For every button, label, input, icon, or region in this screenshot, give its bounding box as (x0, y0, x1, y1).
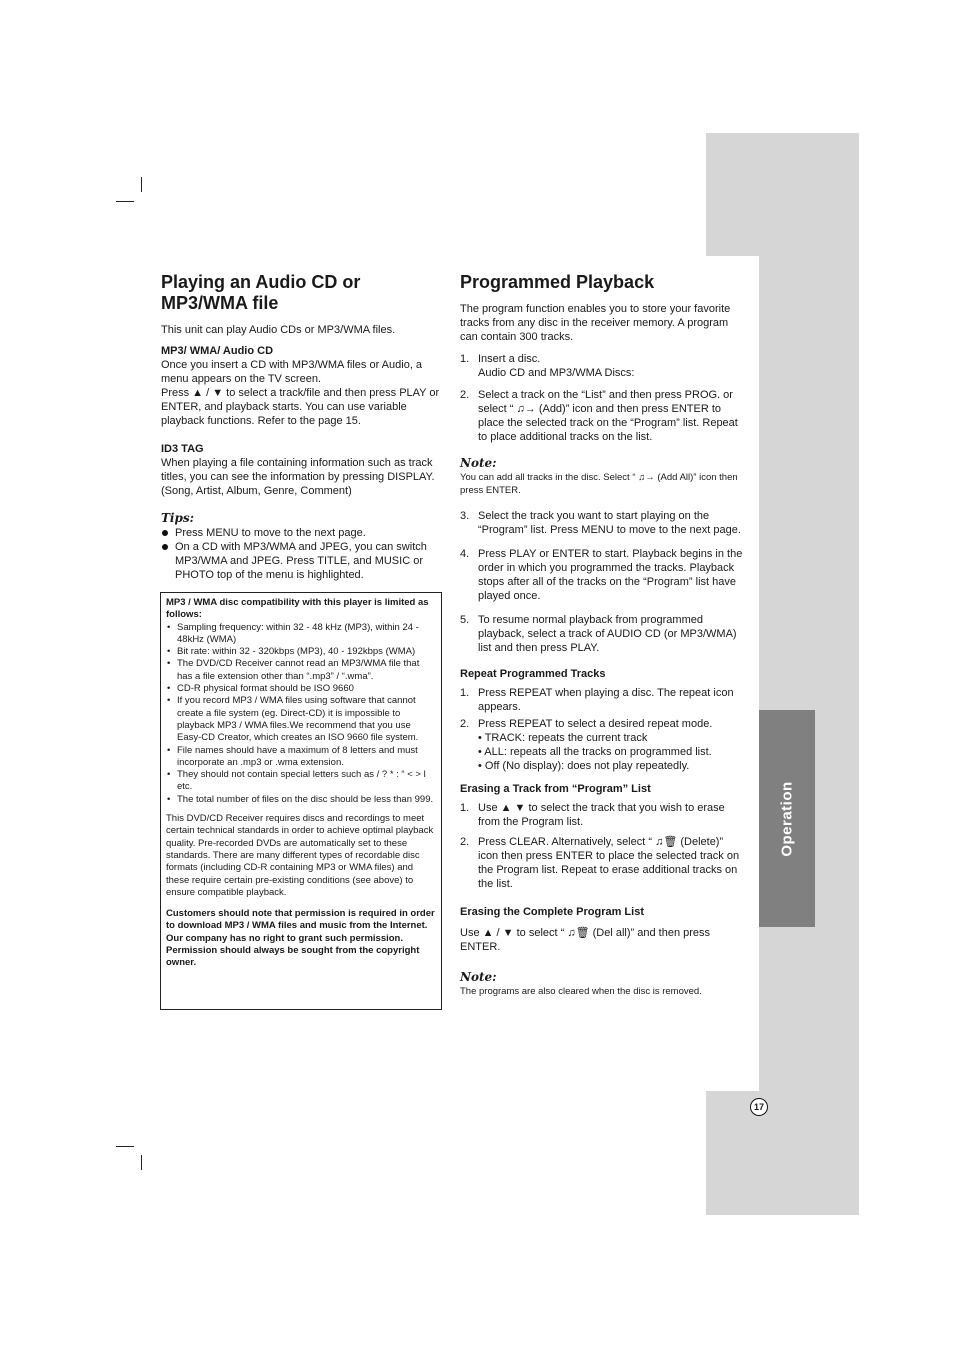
step-number: 1. (460, 687, 470, 699)
step-number: 5. (460, 614, 470, 626)
list-item (460, 686, 743, 714)
step-text: Press REPEAT when playing a disc. The repeat icon appears. (478, 687, 734, 713)
list-item: • The total number of files on the disc should be less than 999. (166, 794, 437, 806)
box-warning: Customers should note that permission is required in order to download MP3 / WMA files and music from the Internet. Our company has no right to grant such permission. Permission should always be sought from the copyright owner. (166, 908, 435, 969)
step-text: Press CLEAR. Alternatively, select “ ♫🗑 (Delete)” icon then press ENTER to place the selected track on the Program list. Repeat to erase additional tracks on the list. (478, 836, 740, 890)
list-item: • File names should have a maximum of 8 letters and must incorporate an .mp3 or .wma extension. (166, 745, 437, 770)
list-item: • CD-R physical format should be ISO 9660 (166, 683, 437, 695)
crop-mark (116, 201, 134, 202)
step-number: 2. (460, 836, 470, 848)
crop-mark (116, 1146, 134, 1147)
section-title: Playing an Audio CD or MP3/WMA file (161, 272, 361, 313)
intro-text: The program function enables you to store your favorite tracks from any disc in the receiver memory. A program can contain 300 tracks. (460, 303, 731, 343)
step-number: 2. (460, 718, 470, 730)
subheading: Erasing the Complete Program List (460, 906, 644, 918)
step-text: To resume normal playback from programmed playback, select a track of AUDIO CD (or MP3/WMA) list and then press PLAY. (478, 614, 737, 654)
list-item: On a CD with MP3/WMA and JPEG, you can switch MP3/WMA and JPEG. Press TITLE, and MUSIC or PHOTO top of the menu is highlighted. (161, 540, 441, 582)
list-item: Press MENU to move to the next page. (161, 526, 441, 540)
step-text: Select a track on the “List” and then press PROG. or select “ ♫→ (Add)” icon and then press ENTER to place the selected track on the “Program” list. Repeat to place additional tracks on the list. (478, 389, 738, 443)
body-text: Once you insert a CD with MP3/WMA files or Audio, a menu appears on the TV screen. (161, 359, 423, 385)
crop-mark (141, 177, 142, 192)
note-title: Note: (460, 970, 497, 984)
sidebar-band-bottom (706, 1091, 859, 1215)
step-number: 2. (460, 389, 470, 401)
list-item (460, 509, 743, 537)
intro-text: This unit can play Audio CDs or MP3/WMA files. (161, 324, 396, 336)
list-item: • They should not contain special letters such as / ? * : “ < > l etc. (166, 769, 437, 794)
subheading: Erasing a Track from “Program” List (460, 783, 651, 795)
list-item (460, 613, 743, 655)
list-item: • Bit rate: within 32 - 320kbps (MP3), 40 - 192kbps (WMA) (166, 646, 437, 658)
subheading: Repeat Programmed Tracks (460, 668, 606, 680)
tips-title: Tips: (161, 511, 195, 525)
crop-mark (141, 1155, 142, 1170)
note-title: Note: (460, 456, 497, 470)
sidebar-band-middle (759, 256, 859, 1091)
list-item: • Sampling frequency: within 32 - 48 kHz (MP3), within 24 - 48kHz (WMA) (166, 622, 437, 647)
list-item (460, 547, 743, 603)
list-item (460, 388, 743, 444)
right-column (460, 272, 743, 998)
compatibility-box (160, 592, 442, 1010)
tips-list (161, 526, 441, 582)
step-number: 1. (460, 353, 470, 365)
subheading: MP3/ WMA/ Audio CD (161, 345, 274, 357)
step-text: Select the track you want to start playing on the “Program” list. Press MENU to move to the next page. (478, 510, 741, 536)
section-title: Programmed Playback (460, 272, 655, 292)
body-text: Press ▲ / ▼ to select a track/file and then press PLAY or ENTER, and playback starts. You can use variable playback functions. Refer to the page 15. (161, 387, 440, 427)
step-text: Press PLAY or ENTER to start. Playback begins in the order in which you programmed the tracks. Playback stops after all of the tracks on the “Program” list have played once. (478, 548, 743, 602)
step-number: 3. (460, 510, 470, 522)
note-text: You can add all tracks in the disc. Select “ ♫→ (Add All)” icon then press ENTER. (460, 472, 738, 496)
step-text: Use ▲ ▼ to select the track that you wish to erase from the Program list. (478, 802, 725, 828)
section-tab-label: Operation (778, 780, 796, 857)
steps-list (460, 352, 743, 444)
list-item: • The DVD/CD Receiver cannot read an MP3/WMA file that has a file extension other than “.mp3” / “.wma”. (166, 658, 437, 683)
box-paragraph: This DVD/CD Receiver requires discs and recordings to meet certain technical standards in order to achieve optimal playback quality. Pre-recorded DVDs are automatically set to these standards. There are many different types of recordable disc formats (including CD-R containing MP3 or WMA files) and these require certain pre-existing conditions (see above) to ensure compatible playback. (166, 813, 434, 898)
subheading: ID3 TAG (161, 443, 204, 455)
step-text: Press REPEAT to select a desired repeat mode. • TRACK: repeats the current track • ALL: repeats all the tracks on programmed list. • Off (No display): does not play repeatedly. (478, 718, 713, 772)
compatibility-list (166, 622, 437, 806)
step-text: Insert a disc. Audio CD and MP3/WMA Discs: (478, 353, 635, 379)
list-item (460, 717, 743, 773)
steps-list (460, 686, 743, 773)
note-text: The programs are also cleared when the disc is removed. (460, 986, 702, 997)
body-text: When playing a file containing information such as track titles, you can see the information by pressing DISPLAY. (Song, Artist, Album, Genre, Comment) (161, 457, 435, 497)
list-item (460, 835, 743, 891)
steps-list (460, 801, 743, 891)
box-heading: MP3 / WMA disc compatibility with this player is limited as follows: (166, 597, 429, 621)
sidebar-band-top (706, 133, 859, 256)
left-column (161, 272, 441, 582)
step-number: 4. (460, 548, 470, 560)
list-item (460, 352, 743, 380)
section-tab (759, 710, 815, 927)
list-item: • If you record MP3 / WMA files using software that cannot create a file system (eg. Direct-CD) it is impossible to playback MP3 / WMA files.We recommend that you use Easy-CD Creator, which creates an ISO 9660 file system. (166, 695, 437, 744)
step-number: 1. (460, 802, 470, 814)
body-text: Use ▲ / ▼ to select “ ♫🗑 (Del all)” and then press ENTER. (460, 927, 711, 953)
steps-list (460, 509, 743, 655)
page-number: 17 (750, 1098, 768, 1116)
list-item (460, 801, 743, 829)
